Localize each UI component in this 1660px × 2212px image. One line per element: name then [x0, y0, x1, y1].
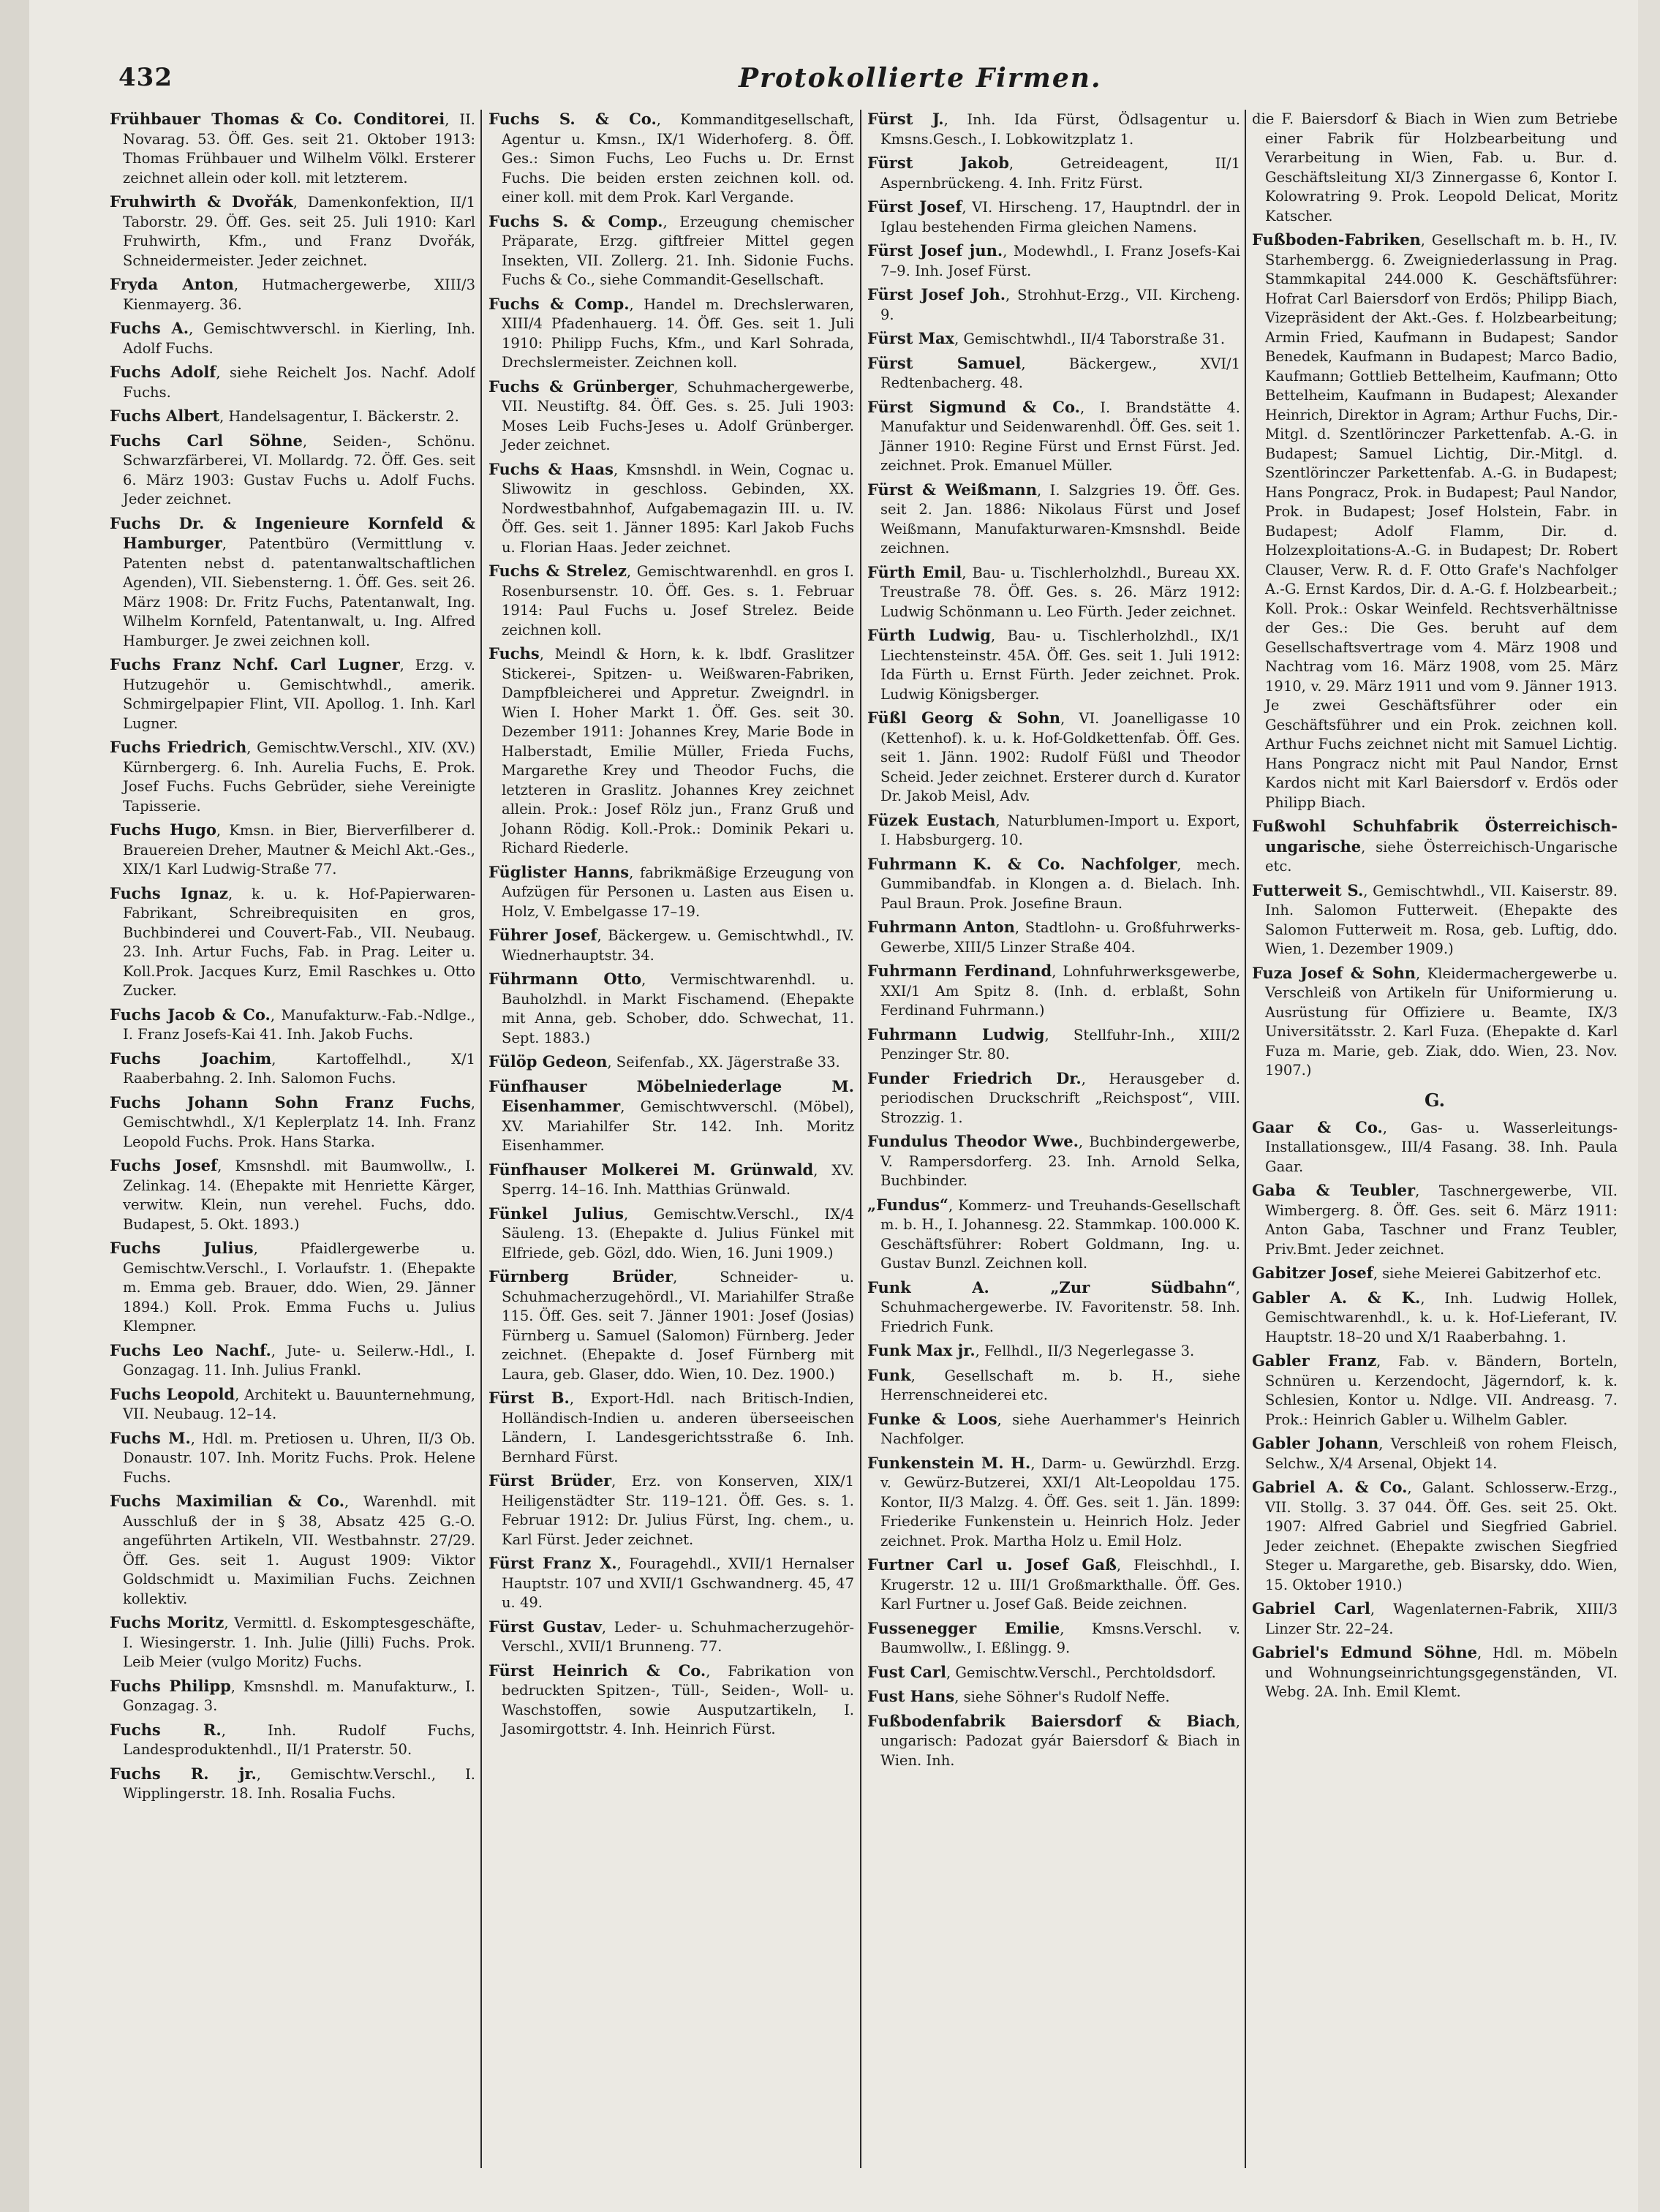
directory-entry: Fuchs M., Hdl. m. Pretiosen u. Uhren, II/3 Ob. Donaustr. 107. Inh. Moritz Fuchs. Prok. Helene Fuchs.	[110, 1428, 475, 1486]
directory-entry: Fürst Brüder, Erz. von Konserven, XIX/1 Heiligenstädter Str. 119–121. Öff. Ges. s. 1. Februar 1912: Dr. Julius Fürst, Ing. chem., u. Karl Fürst. Jeder zeichnet.	[488, 1471, 854, 1548]
directory-entry: Fuchs Dr. & Ingenieure Kornfeld & Hamburger, Patentbüro (Vermittlung v. Patenten nebst d. patentanwaltschaftlichen Agenden), VII. Siebensterng. 1. Öff. Ges. seit 26. März 1908: Dr. Fritz Fuchs, Patentanwalt, Ing. Wilhelm Kornfeld, Patentanwalt, u. Ing. Alfred Hamburger. Je zwei zeichnen koll.	[110, 513, 475, 649]
directory-entry: Führmann Otto, Vermischtwarenhdl. u. Bauholzhdl. in Markt Fischamend. (Ehepakte mit Anna, geb. Schober, ddo. Schwechat, 11. Sept. 1883.)	[488, 970, 854, 1046]
directory-entry: Fuchs R., Inh. Rudolf Fuchs, Landesproduktenhdl., II/1 Praterstr. 50.	[110, 1720, 475, 1758]
directory-entry: Fuhrmann Ludwig, Stellfuhr-Inh., XIII/2 Penzinger Str. 80.	[867, 1024, 1240, 1062]
directory-entry: Fürst Gustav, Leder- u. Schuhmacherzugehör-Verschl., XVII/1 Brunneng. 77.	[488, 1617, 854, 1655]
directory-entry: Gaar & Co., Gas- u. Wasserleitungs-Installationsgew., III/4 Fasang. 38. Inh. Paula Gaar.	[1252, 1117, 1618, 1175]
directory-entry: Füglister Hanns, fabrikmäßige Erzeugung von Aufzügen für Personen u. Lasten aus Eisen u. Holz, V. Embelgasse 17–19.	[488, 862, 854, 920]
directory-entry: Fuchs, Meindl & Horn, k. k. lbdf. Graslitzer Stickerei-, Spitzen- u. Weißwaren-Fabriken, Dampfbleicherei und Appretur. Zweigndrl. in Wien I. Hoher Markt 1. Öff. Ges. seit 30. Dezember 1911: Johannes Krey, Marie Bode in Halberstadt, Emilie Müller, Frieda Fuchs, Margarethe Krey und Theodor Fuchs, die letzteren in Graslitz. Johannes Krey zeichnet allein. Prok.: Josef Rölz jun., Franz Gruß und Johann Rödig. Koll.-Prok.: Dominik Pekari u. Richard Riederle.	[488, 644, 854, 856]
directory-entry: Fürst Josef, VI. Hirscheng. 17, Hauptndrl. der in Iglau bestehenden Firma gleichen Namens.	[867, 197, 1240, 235]
directory-entry: Fuchs Moritz, Vermittl. d. Eskomptesgeschäfte, I. Wiesingerstr. 1. Inh. Julie (Jilli) Fuchs. Prok. Leib Meier (vulgo Moritz) Fuchs.	[110, 1613, 475, 1670]
column-4	[1252, 110, 1618, 2175]
directory-entry: Funkenstein M. H., Darm- u. Gewürzhdl. Erzg. v. Gewürz-Butzerei, XXI/1 Alt-Leopoldau 175. Kontor, II/3 Malzg. 4. Öff. Ges. seit 1. Jän. 1899: Friederike Funkenstein u. Heinrich Holz. Jeder zeichnet. Prok. Martha Holz u. Emil Holz.	[867, 1453, 1240, 1549]
directory-entry: Funk A. „Zur Südbahn“, Schuhmachergewerbe. IV. Favoritenstr. 58. Inh. Friedrich Funk.	[867, 1277, 1240, 1335]
directory-entry: Gabriel's Edmund Söhne, Hdl. m. Möbeln und Wohnungseinrichtungsgegenständen, VI. Webg. 2A. Inh. Emil Klemt.	[1252, 1643, 1618, 1700]
directory-entry: Fuchs & Comp., Handel m. Drechslerwaren, XIII/4 Pfadenhauerg. 14. Öff. Ges. seit 1. Juli 1910: Philipp Fuchs, Kfm., und Karl Sohrada, Drechslermeister. Zeichnen koll.	[488, 294, 854, 371]
directory-entry: Fünfhauser Molkerei M. Grünwald, XV. Sperrg. 14–16. Inh. Matthias Grünwald.	[488, 1160, 854, 1198]
column-3	[867, 110, 1240, 2175]
page-edge-left	[0, 0, 29, 2212]
directory-entry: Fußboden-Fabriken, Gesellschaft m. b. H., IV. Starhembergg. 6. Zweigniederlassung in Prag. Stammkapital 244.000 K. Geschäftsführer: Hofrat Carl Baiersdorf von Erdös; Philipp Biach, Vizepräsident der Akt.-Ges. f. Holzbearbeitung; Armin Fried, Kaufmann in Budapest; Sandor Benedek, Kaufmann in Budapest; Marco Badio, Kaufmann; Gottlieb Bettelheim, Kaufmann; Otto Bettelheim, Kaufmann in Budapest; Alexander Heinrich, Direktor in Agram; Arthur Fuchs, Dir.-Mitgl. d. Szentlörinczer Parkettenfab. A.-G. in Budapest; Samuel Lichtig, Dir.-Mitgl. d. Szentlörinczer Parkettenfab. A.-G. in Budapest; Hans Pongracz, Prok. in Budapest; Paul Nandor, Prok. in Budapest; Josef Holstein, Fabr. in Budapest; Adolf Flamm, Dir. d. Holzexploitations-A.-G. in Budapest; Dr. Robert Clauser, Verw. R. d. F. Otto Grafe's Nachfolger A.-G. Ernst Kardos, Dir. d. A.-G. f. Holzbearbeit.; Koll. Prok.: Oskar Weinfeld. Rechtsverhältnisse der Ges.: Die Ges. beruht auf dem Gesellschaftsvertrage vom 4. März 1908 und Nachtrag vom 16. März 1908, vom 25. März 1910, v. 29. März 1911 und vom 9. Jänner 1913. Je zwei Geschäftsführer oder ein Geschäftsführer und ein Prok. zeichnen koll. Arthur Fuchs zeichnet nicht mit Samuel Lichtig. Hans Pongracz nicht mit Paul Nandor, Ernst Kardos nicht mit Karl Baiersdorf v. Erdös oder Philipp Biach.	[1252, 230, 1618, 811]
directory-entry: Fußbodenfabrik Baiersdorf & Biach, ungarisch: Padozat gyár Baiersdorf & Biach in Wien. Inh.	[867, 1711, 1240, 1769]
directory-entry: Fuchs Adolf, siehe Reichelt Jos. Nachf. Adolf Fuchs.	[110, 363, 475, 401]
directory-entry: Füßl Georg & Sohn, VI. Joanelligasse 10 (Kettenhof). k. u. k. Hof-Goldkettenfab. Öff. Ges. seit 1. Jänn. 1902: Rudolf Füßl und Theodor Scheid. Jeder zeichnet. Ersterer durch d. Kurator Dr. Jakob Meisl, Adv.	[867, 709, 1240, 804]
page-header	[110, 57, 1616, 101]
directory-entry: Gabriel Carl, Wagenlaternen-Fabrik, XIII/3 Linzer Str. 22–24.	[1252, 1599, 1618, 1637]
directory-entry: Fürst Samuel, Bäckergew., XVI/1 Redtenbacherg. 48.	[867, 353, 1240, 391]
directory-entry: Fuchs Joachim, Kartoffelhdl., X/1 Raaberbahng. 2. Inh. Salomon Fuchs.	[110, 1049, 475, 1087]
directory-entry: Frühbauer Thomas & Co. Conditorei, II. Novarag. 53. Öff. Ges. seit 21. Oktober 1913: Thomas Frühbauer und Wilhelm Völkl. Ersterer zeichnet allein oder koll. mit letzterem.	[110, 110, 475, 186]
directory-entry: Fürth Emil, Bau- u. Tischlerholzhdl., Bureau XX. Treustraße 78. Öff. Ges. s. 26. März 1912: Ludwig Schönmann u. Leo Fürth. Jeder zeichnet.	[867, 562, 1240, 620]
directory-entry: Furtner Carl u. Josef Gaß, Fleischhdl., I. Krugerstr. 12 u. III/1 Großmarkthalle. Öff. Ges. Karl Furtner u. Josef Gaß. Beide zeichnen.	[867, 1555, 1240, 1612]
directory-entry: Fürst Franz X., Fouragehdl., XVII/1 Hernalser Hauptstr. 107 und XVII/1 Gschwandnerg. 45, 47 u. 49.	[488, 1554, 854, 1611]
directory-entry: Fuchs Franz Nchf. Carl Lugner, Erzg. v. Hutzugehör u. Gemischtwhdl., amerik. Schmirgelpapier Flint, VII. Apollog. 1. Inh. Karl Lugner.	[110, 655, 475, 732]
directory-entry: Fuhrmann Anton, Stadtlohn- u. Großfuhrwerks-Gewerbe, XIII/5 Linzer Straße 404.	[867, 918, 1240, 956]
directory-entry: Gabitzer Josef, siehe Meierei Gabitzerhof etc.	[1252, 1264, 1601, 1282]
directory-entry: Fuchs Philipp, Kmsnshdl. m. Manufakturw., I. Gonzagag. 3.	[110, 1676, 475, 1714]
directory-entry: Fußwohl Schuhfabrik Österreichisch-ungarische, siehe Österreichisch-Ungarische etc.	[1252, 817, 1618, 875]
directory-entry: Fürst & Weißmann, I. Salzgries 19. Öff. Ges. seit 2. Jan. 1886: Nikolaus Fürst und Josef Weißmann, Manufakturwaren-Kmsnshdl. Beide zeichnen.	[867, 480, 1240, 556]
directory-entry: Fürst Josef jun., Modewhdl., I. Franz Josefs-Kai 7–9. Inh. Josef Fürst.	[867, 241, 1240, 279]
directory-entry: Fuchs & Strelez, Gemischtwarenhdl. en gros I. Rosenbursenstr. 10. Öff. Ges. s. 1. Februar 1914: Paul Fuchs u. Josef Strelez. Beide zeichnen koll.	[488, 562, 854, 638]
directory-entry: Fuchs S. & Co., Kommanditgesellschaft, Agentur u. Kmsn., IX/1 Widerhoferg. 8. Öff. Ges.: Simon Fuchs, Leo Fuchs u. Dr. Ernst Fuchs. Die beiden ersten zeichnen koll. od. einer koll. mit dem Prok. Karl Vergande.	[488, 110, 854, 205]
directory-entry: Fuchs Friedrich, Gemischtw.Verschl., XIV. (XV.) Kürnbergerg. 6. Inh. Aurelia Fuchs, E. Prok. Josef Fuchs. Fuchs Gebrüder, siehe Vereinigte Tapisserie.	[110, 738, 475, 815]
directory-entry: Gaba & Teubler, Taschnergewerbe, VII. Wimbergerg. 8. Öff. Ges. seit 6. März 1911: Anton Gaba, Taschner und Franz Teubler, Priv.Bmt. Jeder zeichnet.	[1252, 1181, 1618, 1258]
directory-entry: Gabler Johann, Verschleiß von rohem Fleisch, Selchw., X/4 Arsenal, Objekt 14.	[1252, 1434, 1618, 1472]
directory-entry: Fürst Jakob, Getreideagent, II/1 Aspernbrückeng. 4. Inh. Fritz Fürst.	[867, 154, 1240, 192]
directory-entry: Fürst B., Export-Hdl. nach Britisch-Indien, Holländisch-Indien u. anderen überseeischen Ländern, I. Landesgerichtsstraße 6. Inh. Bernhard Fürst.	[488, 1389, 854, 1465]
directory-entry: Fuhrmann K. & Co. Nachfolger, mech. Gummibandfab. in Klongen a. d. Bielach. Inh. Paul Braun. Prok. Josefine Braun.	[867, 854, 1240, 912]
directory-entry: Futterweit S., Gemischtwhdl., VII. Kaiserstr. 89. Inh. Salomon Futterweit. (Ehepakte des Salomon Futterweit m. Rosa, geb. Luftig, ddo. Wien, 1. Dezember 1909.)	[1252, 880, 1618, 957]
directory-entry: Fuchs Jacob & Co., Manufakturw.-Fab.-Ndlge., I. Franz Josefs-Kai 41. Inh. Jakob Fuchs.	[110, 1005, 475, 1043]
directory-entry: Fuhrmann Ferdinand, Lohnfuhrwerksgewerbe, XXI/1 Am Spitz 8. (Inh. d. erblaßt, Sohn Ferdinand Fuhrmann.)	[867, 962, 1240, 1019]
directory-entry: Fuchs A., Gemischtwverschl. in Kierling, Inh. Adolf Fuchs.	[110, 319, 475, 357]
directory-entry: Fryda Anton, Hutmachergewerbe, XIII/3 Kienmayerg. 36.	[110, 275, 475, 313]
directory-entry: Fürst J., Inh. Ida Fürst, Ödlsagentur u. Kmsns.Gesch., I. Lobkowitzplatz 1.	[867, 110, 1240, 148]
directory-entry: Fünfhauser Möbelniederlage M. Eisenhammer, Gemischtwverschl. (Möbel), XV. Mariahilfer Str. 142. Inh. Moritz Eisenhammer.	[488, 1076, 854, 1154]
column-divider	[860, 110, 861, 2168]
directory-entry: Führer Josef, Bäckergew. u. Gemischtwhdl., IV. Wiednerhauptstr. 34.	[488, 926, 854, 964]
section-letter: G.	[1425, 1089, 1445, 1111]
directory-entry: Fuchs Albert, Handelsagentur, I. Bäckerstr. 2.	[110, 407, 459, 425]
page-number: 432	[118, 63, 173, 92]
directory-entry: Fünkel Julius, Gemischtw.Verschl., IX/4 Säuleng. 13. (Ehepakte d. Julius Fünkel mit Elfriede, geb. Gözl, ddo. Wien, 16. Juni 1909.)	[488, 1204, 854, 1261]
column-1	[110, 110, 475, 2175]
directory-entry: Fürst Heinrich & Co., Fabrikation von bedruckten Spitzen-, Tüll-, Seiden-, Woll- u. Waschstoffen, sowie Ausputzartikeln, I. Jasomirgottstr. 4. Inh. Heinrich Fürst.	[488, 1661, 854, 1737]
directory-entry: Fundulus Theodor Wwe., Buchbindergewerbe, V. Rampersdorferg. 23. Inh. Arnold Selka, Buchbinder.	[867, 1132, 1240, 1189]
directory-entry: Fülöp Gedeon, Seifenfab., XX. Jägerstraße 33.	[488, 1052, 840, 1071]
directory-entry: Funk, Gesellschaft m. b. H., siehe Herrenschneiderei etc.	[867, 1365, 1240, 1403]
column-divider	[1245, 110, 1246, 2168]
directory-entry: Fuchs Hugo, Kmsn. in Bier, Bierverfilberer d. Brauereien Dreher, Mautner & Meichl Akt.-Ges., XIX/1 Karl Ludwig-Straße 77.	[110, 820, 475, 877]
directory-entry: Fuchs & Grünberger, Schuhmachergewerbe, VII. Neustiftg. 84. Öff. Ges. s. 25. Juli 1903: Moses Leib Fuchs-Jeses u. Adolf Grünberger. Jeder zeichnet.	[488, 377, 854, 453]
directory-entry: Fuchs Carl Söhne, Seiden-, Schönu. Schwarzfärberei, VI. Mollardg. 72. Öff. Ges. seit 6. März 1903: Gustav Fuchs u. Adolf Fuchs. Jeder zeichnet.	[110, 431, 475, 507]
directory-entry: Fuchs Leo Nachf., Jute- u. Seilerw.-Hdl., I. Gonzagag. 11. Inh. Julius Frankl.	[110, 1340, 475, 1378]
directory-entry: Funder Friedrich Dr., Herausgeber d. periodischen Druckschrift „Reichspost“, VIII. Strozzig. 1.	[867, 1068, 1240, 1126]
directory-entry: Gabler A. & K., Inh. Ludwig Hollek, Gemischtwarenhdl., k. u. k. Hof-Lieferant, IV. Hauptstr. 18–20 und X/1 Raaberbahng. 1.	[1252, 1288, 1618, 1345]
directory-entry: Fürst Max, Gemischtwhdl., II/4 Taborstraße 31.	[867, 329, 1226, 347]
directory-entry: Fuchs & Haas, Kmsnshdl. in Wein, Cognac u. Sliwowitz in geschloss. Gebinden, XX. Nordwestbahnhof, Aufgabemagazin III. u. IV. Öff. Ges. seit 1. Jänner 1895: Karl Jakob Fuchs u. Florian Haas. Jeder zeichnet.	[488, 459, 854, 556]
directory-entry: Fuchs R. jr., Gemischtw.Verschl., I. Wipplingerstr. 18. Inh. Rosalia Fuchs.	[110, 1764, 475, 1802]
directory-entry: „Fundus“, Kommerz- und Treuhands-Gesellschaft m. b. H., I. Johannesg. 22. Stammkap. 100.000 K. Geschäftsführer: Robert Goldmann, Ing. u. Gustav Bunzl. Zeichnen koll.	[867, 1195, 1240, 1272]
directory-entry: Fürth Ludwig, Bau- u. Tischlerholzhdl., IX/1 Liechtensteinstr. 45A. Öff. Ges. seit 1. Juli 1912: Ida Fürth u. Ernst Fürth. Jeder zeichnet. Prok. Ludwig Königsberger.	[867, 626, 1240, 703]
directory-entry: Fürst Josef Joh., Strohhut-Erzg., VII. Kircheng. 9.	[867, 285, 1240, 323]
directory-entry: Fuchs S. & Comp., Erzeugung chemischer Präparate, Erzg. giftfreier Mittel gegen Insekten, VII. Zollerg. 21. Inh. Sidonie Fuchs. Fuchs & Co., siehe Commandit-Gesellschaft.	[488, 211, 854, 288]
directory-entry: Fuza Josef & Sohn, Kleidermachergewerbe u. Verschleiß von Artikeln für Uniformierung u. Ausrüstung für Offiziere u. Beamte, IX/3 Universitätsstr. 2. Karl Fuza. (Ehepakte d. Karl Fuza m. Marie, geb. Ziak, ddo. Wien, 23. Nov. 1907.)	[1252, 963, 1618, 1079]
directory-entry: Fruhwirth & Dvořák, Damenkonfektion, II/1 Taborstr. 29. Öff. Ges. seit 25. Juli 1910: Karl Fruhwirth, Kfm., und Franz Dvořák, Schneidermeister. Jeder zeichnet.	[110, 192, 475, 269]
directory-entry: die F. Baiersdorf & Biach in Wien zum Betriebe einer Fabrik für Holzbearbeitung und Verarbeitung in Wien, Fab. u. Bur. d. Geschäftsleitung XI/3 Zinnergasse 6, Kontor I. Kolowratring 9. Prok. Leopold Delicat, Moritz Katscher.	[1252, 110, 1618, 224]
directory-entry: Funk Max jr., Fellhdl., II/3 Negerlegasse 3.	[867, 1341, 1195, 1359]
directory-entry: Fürst Sigmund & Co., I. Brandstätte 4. Manufaktur und Seidenwarenhdl. Öff. Ges. seit 1. Jänner 1910: Regine Fürst und Ernst Fürst. Jed. zeichnet. Prok. Emanuel Müller.	[867, 397, 1240, 474]
page-edge-right	[1638, 0, 1660, 2212]
directory-entry: Fuchs Josef, Kmsnshdl. mit Baumwollw., I. Zelinkag. 14. (Ehepakte mit Henriette Kärger, verwitw. Klein, nun verehel. Fuchs, ddo. Budapest, 5. Okt. 1893.)	[110, 1156, 475, 1233]
column-2	[488, 110, 854, 2175]
directory-entry: Gabriel A. & Co., Galant. Schlosserw.-Erzg., VII. Stollg. 3. 37 044. Öff. Ges. seit 25. Okt. 1907: Alfred Gabriel und Siegfried Gabriel. Jeder zeichnet. (Ehepakte zwischen Siegfried Steger u. Margarethe, geb. Bisarsky, ddo. Wien, 15. Oktober 1910.)	[1252, 1478, 1618, 1593]
directory-entry: Fuchs Julius, Pfaidlergewerbe u. Gemischtw.Verschl., I. Vorlaufstr. 1. (Ehepakte m. Emma geb. Brauer, ddo. Wien, 29. Jänner 1894.) Koll. Prok. Emma Fuchs u. Julius Klempner.	[110, 1239, 475, 1335]
directory-entry: Füzek Eustach, Naturblumen-Import u. Export, I. Habsburgerg. 10.	[867, 810, 1240, 848]
directory-entry: Fust Hans, siehe Söhner's Rudolf Neffe.	[867, 1687, 1170, 1705]
directory-entry: Fürnberg Brüder, Schneider- u. Schuhmacherzugehördl., VI. Mariahilfer Straße 115. Öff. Ges. seit 7. Jänner 1901: Josef (Josias) Fürnberg u. Samuel (Salomon) Fürnberg. Jeder zeichnet. (Ehepakte d. Josef Fürnberg mit Laura, geb. Glaser, ddo. Wien, 10. Dez. 1900.)	[488, 1267, 854, 1383]
column-divider	[480, 110, 482, 2168]
directory-entry: Fuchs Johann Sohn Franz Fuchs, Gemischtwhdl., X/1 Keplerplatz 14. Inh. Franz Leopold Fuchs. Prok. Hans Starka.	[110, 1092, 475, 1150]
directory-entry: Funke & Loos, siehe Auerhammer's Heinrich Nachfolger.	[867, 1409, 1240, 1447]
directory-entry: Fuchs Maximilian & Co., Warenhdl. mit Ausschluß der in § 38, Absatz 425 G.-O. angeführten Artikeln, VII. Westbahnstr. 27/29. Öff. Ges. seit 1. August 1909: Viktor Goldschmidt u. Maximilian Fuchs. Zeichnen kollektiv.	[110, 1492, 475, 1607]
directory-entry: Fust Carl, Gemischtw.Verschl., Perchtoldsdorf.	[867, 1662, 1216, 1681]
directory-entry: Fussenegger Emilie, Kmsns.Verschl. v. Baumwollw., I. Eßlingg. 9.	[867, 1618, 1240, 1656]
directory-entry: Fuchs Ignaz, k. u. k. Hof-Papierwaren-Fabrikant, Schreibrequisiten en gros, Buchbinderei und Couvert-Fab., VII. Neubaug. 23. Inh. Artur Fuchs, Fab. in Prag. Leiter u. Koll.Prok. Jacques Kurz, Emil Raschkes u. Otto Zucker.	[110, 883, 475, 999]
directory-entry: Fuchs Leopold, Architekt u. Bauunternehmung, VII. Neubaug. 12–14.	[110, 1384, 475, 1422]
directory-entry: Gabler Franz, Fab. v. Bändern, Borteln, Schnüren u. Kerzendocht, Jägerndorf, k. k. Schlesien, Kontor u. Ndlge. VII. Andreasg. 7. Prok.: Heinrich Gabler u. Wilhelm Gabler.	[1252, 1351, 1618, 1428]
page-title: Protokollierte Firmen.	[739, 63, 1102, 94]
